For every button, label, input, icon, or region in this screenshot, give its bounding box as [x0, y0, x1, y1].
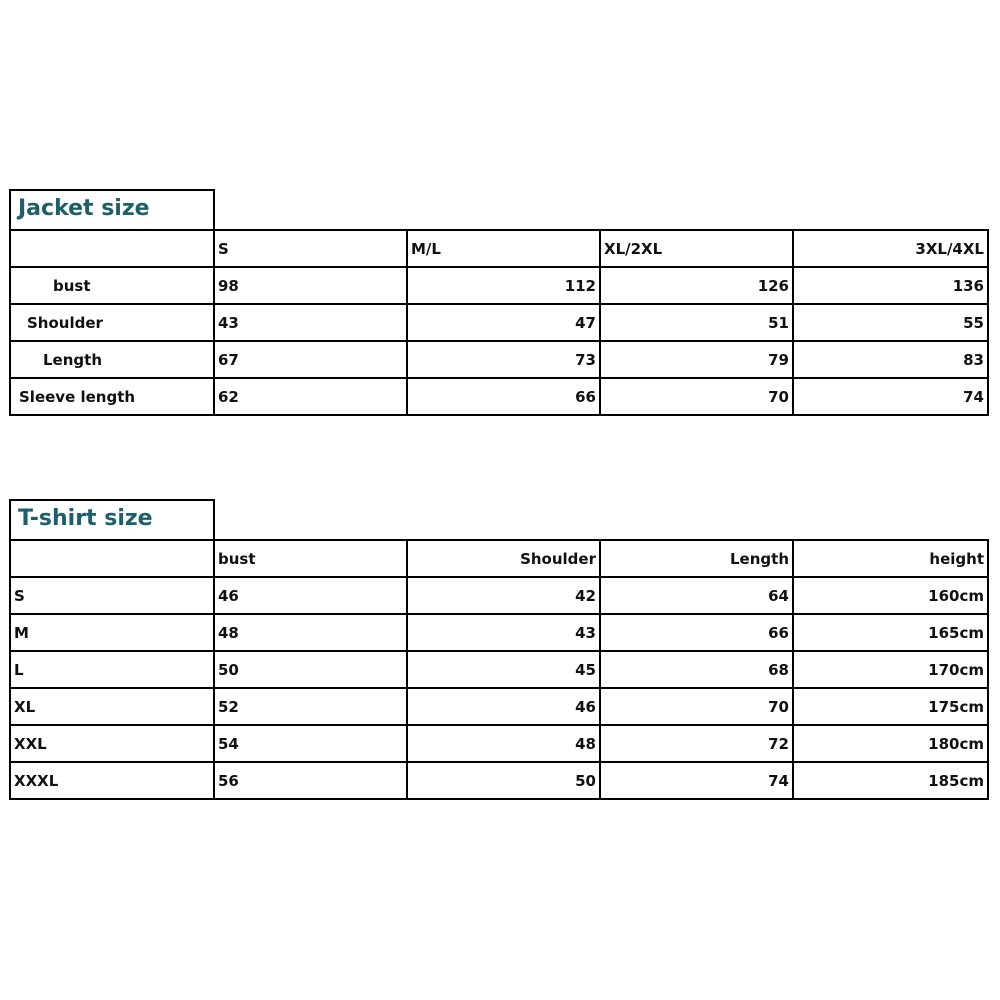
table-row	[10, 725, 988, 762]
measurement-value: 67	[214, 341, 407, 378]
measurement-label: Sleeve length	[10, 378, 214, 415]
column-header: height	[793, 540, 988, 577]
jacket-header-row	[10, 230, 988, 267]
measurement-value: 112	[407, 267, 600, 304]
measurement-value: 70	[600, 378, 793, 415]
size-label: XXL	[10, 725, 214, 762]
table-row	[10, 762, 988, 799]
tshirt-size-table	[9, 539, 989, 800]
size-header: XL/2XL	[600, 230, 793, 267]
size-label: XL	[10, 688, 214, 725]
table-row	[10, 577, 988, 614]
column-header: bust	[214, 540, 407, 577]
measurement-value: 180cm	[793, 725, 988, 762]
measurement-value: 74	[600, 762, 793, 799]
size-label: M	[10, 614, 214, 651]
measurement-label: Length	[10, 341, 214, 378]
measurement-label: Shoulder	[10, 304, 214, 341]
table-row	[10, 267, 988, 304]
measurement-value: 54	[214, 725, 407, 762]
measurement-value: 70	[600, 688, 793, 725]
measurement-value: 51	[600, 304, 793, 341]
jacket-size-title: Jacket size	[9, 189, 215, 229]
measurement-value: 55	[793, 304, 988, 341]
measurement-value: 46	[214, 577, 407, 614]
measurement-value: 136	[793, 267, 988, 304]
measurement-value: 48	[407, 725, 600, 762]
measurement-value: 160cm	[793, 577, 988, 614]
measurement-value: 165cm	[793, 614, 988, 651]
measurement-value: 185cm	[793, 762, 988, 799]
measurement-label: bust	[10, 267, 214, 304]
measurement-value: 52	[214, 688, 407, 725]
measurement-value: 46	[407, 688, 600, 725]
measurement-value: 74	[793, 378, 988, 415]
table-row	[10, 378, 988, 415]
table-corner-cell	[10, 540, 214, 577]
column-header: Shoulder	[407, 540, 600, 577]
measurement-value: 43	[407, 614, 600, 651]
measurement-value: 126	[600, 267, 793, 304]
measurement-value: 83	[793, 341, 988, 378]
measurement-value: 66	[600, 614, 793, 651]
tshirt-size-chart	[9, 499, 989, 800]
size-label: L	[10, 651, 214, 688]
measurement-value: 48	[214, 614, 407, 651]
column-header: Length	[600, 540, 793, 577]
jacket-size-table	[9, 229, 989, 416]
size-header: S	[214, 230, 407, 267]
table-row	[10, 304, 988, 341]
measurement-value: 98	[214, 267, 407, 304]
size-header: M/L	[407, 230, 600, 267]
measurement-value: 170cm	[793, 651, 988, 688]
table-row	[10, 341, 988, 378]
size-label: XXXL	[10, 762, 214, 799]
measurement-value: 43	[214, 304, 407, 341]
measurement-value: 66	[407, 378, 600, 415]
measurement-value: 45	[407, 651, 600, 688]
measurement-value: 64	[600, 577, 793, 614]
size-header: 3XL/4XL	[793, 230, 988, 267]
table-row	[10, 614, 988, 651]
table-row	[10, 651, 988, 688]
measurement-value: 56	[214, 762, 407, 799]
measurement-value: 79	[600, 341, 793, 378]
tshirt-header-row	[10, 540, 988, 577]
measurement-value: 73	[407, 341, 600, 378]
measurement-value: 68	[600, 651, 793, 688]
tshirt-size-title: T-shirt size	[9, 499, 215, 539]
measurement-value: 42	[407, 577, 600, 614]
size-label: S	[10, 577, 214, 614]
measurement-value: 50	[407, 762, 600, 799]
measurement-value: 50	[214, 651, 407, 688]
measurement-value: 47	[407, 304, 600, 341]
table-corner-cell	[10, 230, 214, 267]
table-row	[10, 688, 988, 725]
measurement-value: 175cm	[793, 688, 988, 725]
measurement-value: 62	[214, 378, 407, 415]
measurement-value: 72	[600, 725, 793, 762]
jacket-size-chart	[9, 189, 989, 416]
